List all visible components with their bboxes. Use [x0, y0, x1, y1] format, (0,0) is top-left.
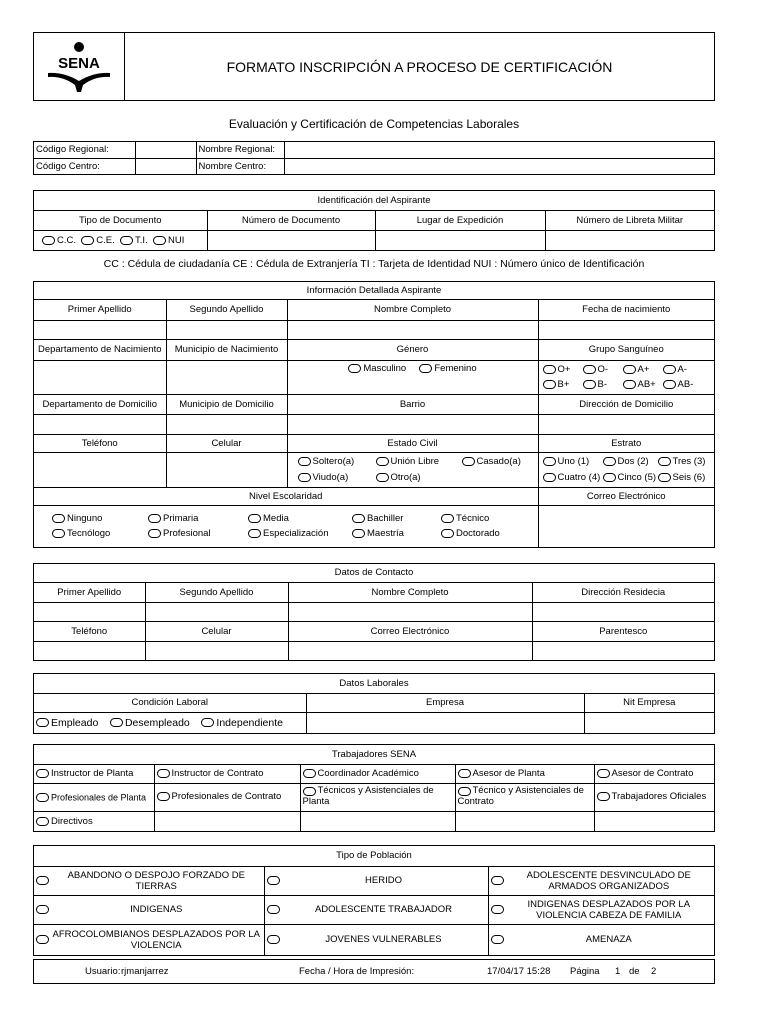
contacto-celular-field[interactable]: [145, 641, 288, 660]
nivel-media[interactable]: Media: [248, 511, 352, 526]
condicion-desempleado[interactable]: Desempleado: [110, 717, 190, 729]
contacto-nombre-header: Nombre Completo: [288, 582, 532, 602]
contacto-correo-field[interactable]: [288, 641, 532, 660]
tipo-documento-header: Tipo de Documento: [34, 210, 207, 230]
radio-icon[interactable]: [36, 817, 49, 826]
contacto-parentesco-field[interactable]: [532, 641, 714, 660]
contacto-direccion-field[interactable]: [532, 602, 714, 621]
radio-icon[interactable]: [376, 457, 389, 466]
radio-icon[interactable]: [148, 529, 161, 538]
laborales-section: [33, 673, 715, 734]
doc-type-nui[interactable]: NUI: [153, 235, 184, 246]
poblacion-title: Tipo de Población: [34, 846, 714, 866]
estrato-2[interactable]: Dos (2): [603, 454, 658, 469]
laborales-title: Datos Laborales: [34, 674, 714, 693]
trab-asesor-planta[interactable]: Asesor de Planta: [455, 764, 594, 783]
genero-options: [287, 360, 538, 394]
radio-icon[interactable]: [81, 236, 94, 245]
tipo-documento-options: [34, 230, 207, 250]
condicion-empleado[interactable]: Empleado: [36, 717, 98, 729]
numero-documento-field[interactable]: [207, 230, 375, 250]
trab-empty-cell: [154, 811, 300, 831]
radio-icon[interactable]: [52, 529, 65, 538]
usuario-label: Usuario:: [85, 966, 121, 977]
nivel-profesional[interactable]: Profesional: [148, 526, 248, 541]
nivel-tecnologo[interactable]: Tecnólogo: [52, 526, 148, 541]
poblacion-indigenas[interactable]: INDIGENAS: [34, 895, 264, 924]
segundo-apellido-field[interactable]: [166, 320, 287, 339]
segundo-apellido-header: Segundo Apellido: [166, 299, 287, 320]
trab-tecnico-contrato[interactable]: Técnico y Asistenciales de Contrato: [455, 783, 594, 811]
document-type-legend: CC : Cédula de ciudadanía CE : Cédula de Extranjería TI : Tarjeta de Identidad NUI : Número único de Identificación: [103, 258, 645, 270]
poblacion-herido[interactable]: HERIDO: [264, 866, 488, 895]
radio-icon[interactable]: [153, 236, 166, 245]
trab-instructor-contrato[interactable]: Instructor de Contrato: [154, 764, 300, 783]
pagina-label: Página: [570, 966, 600, 977]
svg-text:SENA: SENA: [58, 54, 100, 72]
codigo-regional-field[interactable]: [135, 142, 196, 158]
telefono-field[interactable]: [34, 452, 166, 487]
contacto-section: [33, 563, 715, 661]
estrato-6[interactable]: Seis (6): [658, 470, 706, 485]
contacto-primer-apellido-header: Primer Apellido: [34, 582, 145, 602]
radio-icon[interactable]: [597, 792, 610, 801]
estado-otro[interactable]: Otro(a): [376, 470, 421, 485]
codigo-centro-field[interactable]: [135, 158, 196, 174]
poblacion-section: [33, 845, 715, 956]
trab-tecnicos-planta[interactable]: Técnicos y Asistenciales de Planta: [300, 783, 455, 811]
radio-icon[interactable]: [458, 787, 471, 796]
direccion-domicilio-header: Dirección de Domicilio: [538, 394, 714, 414]
radio-icon[interactable]: [298, 457, 311, 466]
poblacion-jovenes-vulnerables[interactable]: JOVENES VULNERABLES: [264, 924, 488, 955]
radio-icon[interactable]: [36, 718, 49, 727]
estrato-options: [538, 452, 714, 487]
doc-type-cc[interactable]: C.C.: [42, 235, 76, 246]
trab-empty-cell: [300, 811, 455, 831]
radio-icon[interactable]: [543, 365, 556, 374]
depto-domicilio-field[interactable]: [34, 414, 166, 434]
contacto-telefono-header: Teléfono: [34, 621, 145, 641]
nivel-escolaridad-header: Nivel Escolaridad: [34, 487, 538, 505]
depto-domicilio-header: Departamento de Domicilio: [34, 394, 166, 414]
trab-trabajadores-oficiales[interactable]: Trabajadores Oficiales: [594, 783, 714, 811]
radio-icon[interactable]: [658, 473, 671, 482]
nivel-maestria[interactable]: Maestría: [352, 526, 441, 541]
radio-icon[interactable]: [491, 935, 504, 944]
regional-section: [33, 141, 715, 175]
estado-viudo[interactable]: Viudo(a): [298, 470, 376, 485]
radio-icon[interactable]: [663, 365, 676, 374]
usuario-value: rjmanjarrez: [121, 966, 169, 977]
trab-coordinador-academico[interactable]: Coordinador Académico: [300, 764, 455, 783]
pagina-total: 2: [651, 966, 657, 977]
poblacion-adolescente-desvinculado[interactable]: ADOLESCENTE DESVINCULADO DE ARMADOS ORGANIZADOS: [488, 866, 714, 895]
primer-apellido-field[interactable]: [34, 320, 166, 339]
condicion-laboral-header: Condición Laboral: [34, 693, 306, 712]
poblacion-indigenas-desplazados[interactable]: INDIGENAS DESPLAZADOS POR LA VIOLENCIA CABEZA DE FAMILIA: [488, 895, 714, 924]
nombre-completo-field[interactable]: [287, 320, 538, 339]
radio-icon[interactable]: [543, 380, 556, 389]
radio-icon[interactable]: [603, 457, 616, 466]
radio-icon[interactable]: [623, 380, 636, 389]
sangre-ab-pos[interactable]: AB+: [623, 377, 663, 392]
doc-type-ce[interactable]: C.E.: [81, 235, 114, 246]
nombre-centro-label: Nombre Centro:: [196, 158, 284, 174]
grupo-sanguineo-header: Grupo Sanguíneo: [538, 339, 714, 360]
radio-icon[interactable]: [583, 365, 596, 374]
radio-icon[interactable]: [597, 769, 610, 778]
contacto-primer-apellido-field[interactable]: [34, 602, 145, 621]
grupo-sanguineo-options: [538, 360, 714, 394]
radio-icon[interactable]: [248, 529, 261, 538]
radio-icon[interactable]: [462, 457, 475, 466]
depto-nacimiento-field[interactable]: [34, 360, 166, 394]
trabajadores-section: [33, 744, 715, 832]
fecha-impresion-label: Fecha / Hora de Impresión:: [299, 966, 415, 977]
radio-icon[interactable]: [120, 236, 133, 245]
municipio-domicilio-header: Municipio de Domicilio: [166, 394, 287, 414]
estado-soltero[interactable]: Soltero(a): [298, 454, 376, 469]
poblacion-amenaza[interactable]: AMENAZA: [488, 924, 714, 955]
radio-icon[interactable]: [36, 935, 49, 944]
identificacion-title: Identificación del Aspirante: [34, 191, 714, 210]
form-subtitle: Evaluación y Certificación de Competencias Laborales: [228, 117, 520, 131]
estrato-1[interactable]: Uno (1): [543, 454, 603, 469]
celular-field[interactable]: [166, 452, 287, 487]
radio-icon[interactable]: [352, 514, 365, 523]
contacto-nombre-field[interactable]: [288, 602, 532, 621]
sangre-b-pos[interactable]: B+: [543, 377, 583, 392]
trab-profesionales-contrato[interactable]: Profesionales de Contrato: [154, 783, 300, 811]
direccion-domicilio-field[interactable]: [538, 414, 714, 434]
genero-header: Género: [287, 339, 538, 360]
primer-apellido-header: Primer Apellido: [34, 299, 166, 320]
form-title: FORMATO INSCRIPCIÓN A PROCESO DE CERTIFICACIÓN: [226, 58, 613, 75]
radio-icon[interactable]: [298, 473, 311, 482]
lugar-expedicion-header: Lugar de Expedición: [375, 210, 545, 230]
radio-icon[interactable]: [348, 364, 361, 373]
genero-masculino[interactable]: Masculino: [348, 363, 406, 374]
radio-icon[interactable]: [157, 769, 170, 778]
nivel-especializacion[interactable]: Especialización: [248, 526, 352, 541]
sena-logo-icon: [44, 41, 114, 93]
print-footer: [33, 959, 715, 984]
libreta-militar-header: Número de Libreta Militar: [545, 210, 714, 230]
radio-icon[interactable]: [36, 793, 49, 802]
radio-icon[interactable]: [42, 236, 55, 245]
contacto-direccion-header: Dirección Residecia: [532, 582, 714, 602]
radio-icon[interactable]: [248, 514, 261, 523]
estado-civil-header: Estado Civil: [287, 434, 538, 452]
doc-type-ti[interactable]: T.I.: [120, 235, 148, 246]
condicion-independiente[interactable]: Independiente: [201, 717, 283, 729]
contacto-title: Datos de Contacto: [34, 564, 714, 582]
pagina-number: 1: [615, 966, 621, 977]
empresa-field[interactable]: [306, 712, 584, 733]
trab-instructor-planta[interactable]: Instructor de Planta: [34, 764, 154, 783]
contacto-correo-header: Correo Electrónico: [288, 621, 532, 641]
radio-icon[interactable]: [441, 529, 454, 538]
radio-icon[interactable]: [623, 365, 636, 374]
trabajadores-title: Trabajadores SENA: [34, 745, 714, 764]
radio-icon[interactable]: [603, 473, 616, 482]
identificacion-section: [33, 190, 715, 251]
nivel-escolaridad-options: [34, 505, 538, 547]
radio-icon[interactable]: [52, 514, 65, 523]
radio-icon[interactable]: [110, 718, 123, 727]
radio-icon[interactable]: [458, 769, 471, 778]
correo-field[interactable]: [538, 505, 714, 547]
radio-icon[interactable]: [267, 935, 280, 944]
radio-icon[interactable]: [441, 514, 454, 523]
contacto-segundo-apellido-header: Segundo Apellido: [145, 582, 288, 602]
radio-icon[interactable]: [419, 364, 432, 373]
contacto-telefono-field[interactable]: [34, 641, 145, 660]
fecha-nacimiento-header: Fecha de nacimiento: [538, 299, 714, 320]
municipio-nacimiento-header: Municipio de Nacimiento: [166, 339, 287, 360]
estrato-3[interactable]: Tres (3): [658, 454, 706, 469]
radio-icon[interactable]: [36, 769, 49, 778]
fecha-nacimiento-field[interactable]: [538, 320, 714, 339]
sangre-o-pos[interactable]: O+: [543, 362, 583, 377]
barrio-field[interactable]: [287, 414, 538, 434]
radio-icon[interactable]: [543, 473, 556, 482]
pagina-de: de: [629, 966, 640, 977]
radio-icon[interactable]: [583, 380, 596, 389]
codigo-centro-label: Código Centro:: [34, 158, 135, 174]
fecha-impresion-value: 17/04/17 15:28: [487, 966, 551, 977]
nit-empresa-field[interactable]: [584, 712, 714, 733]
radio-icon[interactable]: [303, 769, 316, 778]
nit-empresa-header: Nit Empresa: [584, 693, 714, 712]
libreta-militar-field[interactable]: [545, 230, 714, 250]
trab-empty-cell: [455, 811, 594, 831]
celular-header: Celular: [166, 434, 287, 452]
depto-nacimiento-header: Departamento de Nacimiento: [34, 339, 166, 360]
lugar-expedicion-field[interactable]: [375, 230, 545, 250]
poblacion-abandono[interactable]: ABANDONO O DESPOJO FORZADO DE TIERRAS: [34, 866, 264, 895]
nivel-bachiller[interactable]: Bachiller: [352, 511, 441, 526]
nivel-ninguno[interactable]: Ninguno: [52, 511, 148, 526]
sangre-ab-neg[interactable]: AB-: [663, 377, 694, 392]
estrato-5[interactable]: Cinco (5): [603, 470, 658, 485]
radio-icon[interactable]: [36, 905, 49, 914]
municipio-domicilio-field[interactable]: [166, 414, 287, 434]
radio-icon[interactable]: [543, 457, 556, 466]
radio-icon[interactable]: [663, 380, 676, 389]
radio-icon[interactable]: [36, 876, 49, 885]
radio-icon[interactable]: [157, 792, 170, 801]
empresa-header: Empresa: [306, 693, 584, 712]
nombre-regional-field[interactable]: [284, 142, 714, 158]
trab-directivos[interactable]: Directivos: [34, 811, 154, 831]
estado-civil-options: [287, 452, 538, 487]
numero-documento-header: Número de Documento: [207, 210, 375, 230]
radio-icon[interactable]: [267, 905, 280, 914]
estrato-4[interactable]: Cuatro (4): [543, 470, 603, 485]
poblacion-afrocolombianos[interactable]: AFROCOLOMBIANOS DESPLAZADOS POR LA VIOLENCIA: [34, 924, 264, 955]
municipio-nacimiento-field[interactable]: [166, 360, 287, 394]
condicion-laboral-options: [34, 712, 306, 733]
sangre-a-neg[interactable]: A-: [663, 362, 688, 377]
estrato-header: Estrato: [538, 434, 714, 452]
radio-icon[interactable]: [376, 473, 389, 482]
sangre-o-neg[interactable]: O-: [583, 362, 623, 377]
estado-casado[interactable]: Casado(a): [462, 454, 521, 469]
trab-empty-cell: [594, 811, 714, 831]
radio-icon[interactable]: [658, 457, 671, 466]
barrio-header: Barrio: [287, 394, 538, 414]
radio-icon[interactable]: [491, 905, 504, 914]
radio-icon[interactable]: [491, 876, 504, 885]
radio-icon[interactable]: [352, 529, 365, 538]
radio-icon[interactable]: [148, 514, 161, 523]
logo-cell: [34, 33, 125, 100]
sangre-a-pos[interactable]: A+: [623, 362, 663, 377]
trab-profesionales-planta[interactable]: Profesionales de Planta: [34, 783, 154, 811]
radio-icon[interactable]: [267, 876, 280, 885]
radio-icon[interactable]: [201, 718, 214, 727]
contacto-segundo-apellido-field[interactable]: [145, 602, 288, 621]
genero-femenino[interactable]: Femenino: [419, 363, 476, 374]
contacto-celular-header: Celular: [145, 621, 288, 641]
info-detallada-section: [33, 281, 715, 548]
estado-union-libre[interactable]: Unión Libre: [376, 454, 462, 469]
contacto-parentesco-header: Parentesco: [532, 621, 714, 641]
nombre-regional-label: Nombre Regional:: [196, 142, 284, 158]
radio-icon[interactable]: [303, 787, 316, 796]
codigo-regional-label: Código Regional:: [34, 142, 135, 158]
nivel-primaria[interactable]: Primaria: [148, 511, 248, 526]
nivel-tecnico[interactable]: Técnico: [441, 511, 489, 526]
sangre-b-neg[interactable]: B-: [583, 377, 623, 392]
nivel-doctorado[interactable]: Doctorado: [441, 526, 500, 541]
form-header: [33, 32, 715, 101]
trab-asesor-contrato[interactable]: Asesor de Contrato: [594, 764, 714, 783]
correo-header: Correo Electrónico: [538, 487, 714, 505]
poblacion-adolescente-trabajador[interactable]: ADOLESCENTE TRABAJADOR: [264, 895, 488, 924]
telefono-header: Teléfono: [34, 434, 166, 452]
nombre-centro-field[interactable]: [284, 158, 714, 174]
info-title: Información Detallada Aspirante: [34, 282, 714, 299]
nombre-completo-header: Nombre Completo: [287, 299, 538, 320]
